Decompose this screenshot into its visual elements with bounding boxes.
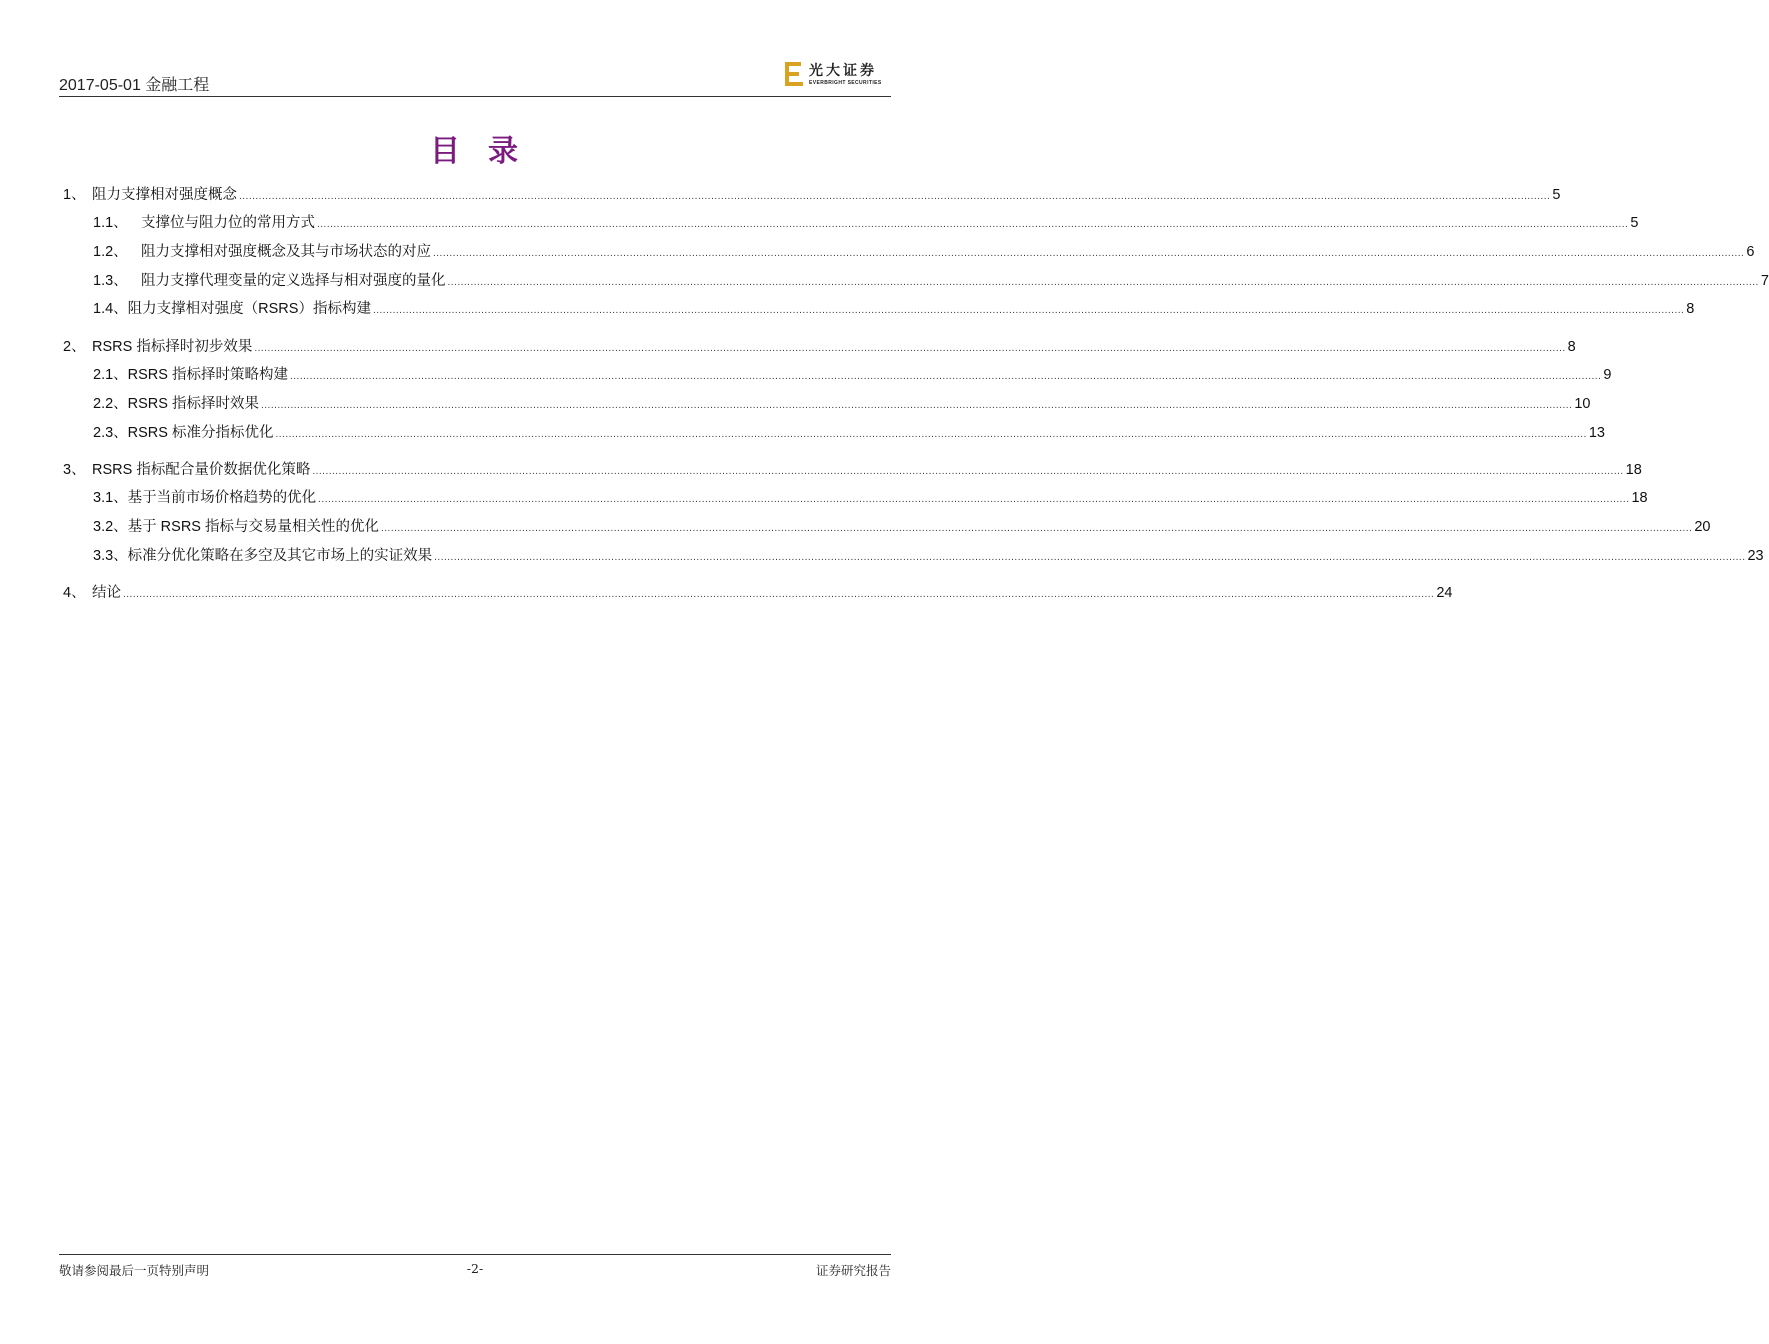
toc-entry-page: 18 [1631, 490, 1648, 506]
toc-entry-text: 阻力支撑相对强度概念 [92, 187, 237, 203]
page-footer [59, 1254, 891, 1285]
toc-entry[interactable] [93, 271, 1769, 291]
toc-entry-number: 1.3、 [93, 273, 128, 289]
footer-disclaimer: 敬请参阅最后一页特别声明 [59, 1263, 210, 1278]
toc-dot-leader: ................................................................................................................................................................................................................................................................................................................................................................................................................ [275, 429, 1587, 440]
toc-entry-text: 结论 [92, 585, 121, 601]
toc-entry[interactable] [63, 185, 1561, 205]
toc-entry-page: 6 [1746, 244, 1755, 260]
toc-entry-page: 9 [1603, 367, 1612, 383]
logo-name-en: EVERBRIGHT SECURITIES [809, 80, 882, 86]
toc-entry-number: 3、 [63, 462, 86, 478]
toc-entry-number: 2、 [63, 339, 86, 355]
toc-entry-page: 23 [1747, 548, 1764, 564]
toc-entry-number: 1、 [63, 187, 86, 203]
toc-dot-leader: ................................................................................................................................................................................................................................................................................................................................................................................................................ [254, 343, 1566, 354]
toc-title-char: 录 [488, 135, 520, 168]
toc-entry[interactable] [93, 423, 1605, 443]
toc-entry-text: 1.4、阻力支撑相对强度（RSRS）指标构建 [93, 301, 371, 317]
toc-entry-text: 支撑位与阻力位的常用方式 [141, 215, 315, 231]
toc-entry-page: 5 [1630, 215, 1639, 231]
toc-entry-page: 18 [1625, 462, 1642, 478]
toc-entry[interactable] [63, 337, 1576, 357]
toc-entry-text: 2.3、RSRS 标准分指标优化 [93, 425, 274, 441]
toc-entry-text: 3.2、基于 RSRS 指标与交易量相关性的优化 [93, 519, 379, 535]
toc-dot-leader: ................................................................................................................................................................................................................................................................................................................................................................................................................ [434, 552, 1746, 563]
toc-entry-page: 20 [1694, 519, 1711, 535]
toc-entry[interactable] [93, 517, 1711, 537]
footer-page-number: -2- [466, 1261, 484, 1276]
company-logo [785, 60, 891, 90]
toc-entry-page: 8 [1567, 339, 1576, 355]
toc-entry[interactable] [93, 365, 1612, 385]
toc-title-char: 目 [430, 135, 462, 168]
toc-entry-text: 阻力支撑相对强度概念及其与市场状态的对应 [141, 244, 431, 260]
toc-entry[interactable] [93, 213, 1639, 233]
toc-dot-leader: ................................................................................................................................................................................................................................................................................................................................................................................................................ [318, 494, 1630, 505]
toc-dot-leader: ................................................................................................................................................................................................................................................................................................................................................................................................................ [123, 589, 1435, 600]
toc-dot-leader: ................................................................................................................................................................................................................................................................................................................................................................................................................ [433, 248, 1745, 259]
toc-entry[interactable] [63, 583, 1453, 603]
toc-entry-page: 7 [1760, 273, 1769, 289]
toc-dot-leader: ................................................................................................................................................................................................................................................................................................................................................................................................................ [312, 466, 1624, 477]
toc-entry[interactable] [93, 394, 1591, 414]
toc-entry[interactable] [93, 546, 1764, 566]
toc-entry-number: 4、 [63, 585, 86, 601]
toc-dot-leader: ................................................................................................................................................................................................................................................................................................................................................................................................................ [381, 523, 1693, 534]
toc-entry[interactable] [93, 488, 1648, 508]
header-date-title: 2017-05-01 金融工程 [59, 77, 210, 94]
toc-entry-text: 3.3、标准分优化策略在多空及其它市场上的实证效果 [93, 548, 433, 564]
toc-entry-text: 3.1、基于当前市场价格趋势的优化 [93, 490, 317, 506]
footer-report-type: 证券研究报告 [815, 1263, 891, 1278]
toc-entry-page: 24 [1436, 585, 1453, 601]
logo-name-cn: 光大证券 [809, 63, 877, 79]
toc-entry-page: 5 [1552, 187, 1561, 203]
toc-dot-leader: ................................................................................................................................................................................................................................................................................................................................................................................................................ [372, 305, 1685, 316]
toc-dot-leader: ................................................................................................................................................................................................................................................................................................................................................................................................................ [289, 371, 1602, 382]
toc-entry[interactable] [93, 299, 1695, 319]
toc-entry-page: 10 [1574, 396, 1591, 412]
toc-entry-number: 1.2、 [93, 244, 128, 260]
toc-title [0, 126, 950, 170]
toc-entry-page: 13 [1588, 425, 1605, 441]
toc-entry-page: 8 [1686, 301, 1695, 317]
page-header [59, 60, 891, 97]
toc-entry-text: 2.1、RSRS 指标择时策略构建 [93, 367, 288, 383]
toc-dot-leader: ................................................................................................................................................................................................................................................................................................................................................................................................................ [317, 219, 1629, 230]
toc-entry-number: 1.1、 [93, 215, 128, 231]
logo-mark-icon [785, 62, 803, 86]
toc-entry-text: RSRS 指标配合量价数据优化策略 [92, 462, 311, 478]
toc-entry-text: RSRS 指标择时初步效果 [92, 339, 253, 355]
toc-entry[interactable] [93, 242, 1755, 262]
toc-dot-leader: ................................................................................................................................................................................................................................................................................................................................................................................................................ [239, 191, 1551, 202]
toc-dot-leader: ................................................................................................................................................................................................................................................................................................................................................................................................................ [260, 400, 1573, 411]
toc-entry-text: 2.2、RSRS 指标择时效果 [93, 396, 259, 412]
toc-entry-text: 阻力支撑代理变量的定义选择与相对强度的量化 [141, 273, 446, 289]
toc-entry[interactable] [63, 460, 1642, 480]
toc-dot-leader: ................................................................................................................................................................................................................................................................................................................................................................................................................ [447, 277, 1759, 288]
